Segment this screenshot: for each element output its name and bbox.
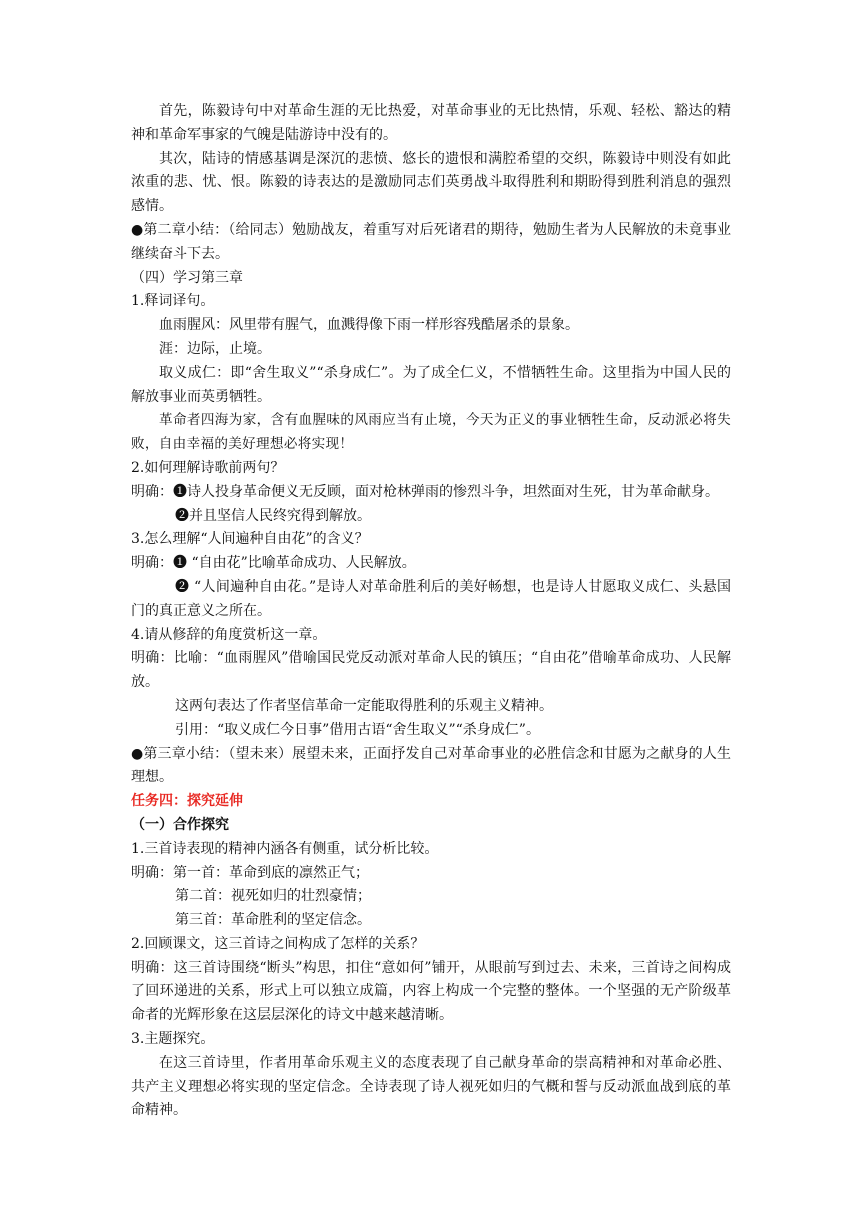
question-heading: 3.怎么理解“人间遍种自由花”的含义？ bbox=[131, 531, 369, 548]
section-heading: （四）学习第三章 bbox=[131, 269, 243, 286]
answer: 第二首：视死如归的壮烈豪情； bbox=[175, 888, 371, 905]
question-heading: 2.回顾课文，这三首诗之间构成了怎样的关系？ bbox=[131, 935, 425, 952]
answer: ❷ “人间遍种自由花。”是诗人对革命胜利后的美好畅想，也是诗人甘愿取义成仁、头悬国门的真正意义之所在。 bbox=[131, 578, 731, 619]
paragraph: 首先，陈毅诗句中对革命生涯的无比热爱，对革命事业的无比热情，乐观、轻松、豁达的精神和革命军事家的气魄是陆游诗中没有的。 bbox=[131, 103, 731, 143]
chapter-summary: ●第三章小结：（望未来）展望未来，正面抒发自己对革命事业的必胜信念和甘愿为之献身的人生理想。 bbox=[131, 745, 731, 786]
paragraph: 其次，陆诗的情感基调是深沉的悲愤、悠长的遗恨和满腔希望的交织，陈毅诗中则没有如此浓重的悲、忧、恨。陈毅的诗表达的是激励同志们英勇战斗取得胜利和期盼得到胜利消息的强烈感情。 bbox=[131, 150, 731, 215]
question-heading: 1.三首诗表现的精神内涵各有侧重，试分析比较。 bbox=[131, 840, 439, 857]
answer: 第三首：革命胜利的坚定信念。 bbox=[175, 912, 371, 929]
definition: 血雨腥风：风里带有腥气，血溅得像下雨一样形容残酷屠杀的景象。 bbox=[159, 317, 579, 334]
answer: 明确：❶诗人投身革命便义无反顾，面对枪林弹雨的惨烈斗争，坦然面对生死，甘为革命献身。 bbox=[131, 483, 719, 500]
translation: 革命者四海为家，含有血腥味的风雨应当有止境，今天为正义的事业牺牲生命，反动派必将失败，自由幸福的美好理想必将实现！ bbox=[131, 412, 731, 453]
answer: 明确：比喻：“血雨腥风”借喻国民党反动派对革命人民的镇压；“自由花”借喻革命成功、人民解放。 bbox=[131, 650, 731, 691]
answer: 引用：“取义成仁今日事”借用古语“舍生取义”“杀身成仁”。 bbox=[175, 721, 540, 738]
question-heading: 1.释词译句。 bbox=[131, 293, 215, 310]
question-heading: 2.如何理解诗歌前两句？ bbox=[131, 459, 285, 476]
question-heading: 3.主题探究。 bbox=[131, 1031, 215, 1048]
answer: 明确：❶ “自由花”比喻革命成功、人民解放。 bbox=[131, 555, 416, 572]
answer: 明确：第一首：革命到底的凛然正气； bbox=[131, 864, 369, 881]
document-body bbox=[131, 100, 731, 1123]
definition: 取义成仁：即“舍生取义”“杀身成仁”。为了成全仁义，不惜牺牲生命。这里指为中国人民的解放事业而英勇牺牲。 bbox=[131, 364, 731, 405]
answer: ❷并且坚信人民终究得到解放。 bbox=[175, 507, 371, 524]
definition: 涯：边际，止境。 bbox=[159, 340, 271, 357]
answer: 明确：这三首诗围绕“断头”构思，扣住“意如何”铺开，从眼前写到过去、未来，三首诗之间构成了回环递进的关系，形式上可以独立成篇，内容上构成一个完整的整体。一个坚强的无产阶级革命者的光辉形象在这层层深化的诗文中越来越清晰。 bbox=[131, 959, 731, 1024]
answer: 这两句表达了作者坚信革命一定能取得胜利的乐观主义精神。 bbox=[175, 697, 553, 714]
question-heading: 4.请从修辞的角度赏析这一章。 bbox=[131, 626, 327, 643]
answer: 在这三首诗里，作者用革命乐观主义的态度表现了自己献身革命的崇高精神和对革命必胜、共产主义理想必将实现的坚定信念。全诗表现了诗人视死如归的气概和誓与反动派血战到底的革命精神。 bbox=[131, 1054, 731, 1119]
task-heading: 任务四：探究延伸 bbox=[131, 793, 243, 810]
chapter-summary: ●第二章小结：（给同志）勉励战友，着重写对后死诸君的期待，勉励生者为人民解放的未竟事业继续奋斗下去。 bbox=[131, 221, 731, 262]
section-heading: （一）合作探究 bbox=[131, 816, 229, 833]
